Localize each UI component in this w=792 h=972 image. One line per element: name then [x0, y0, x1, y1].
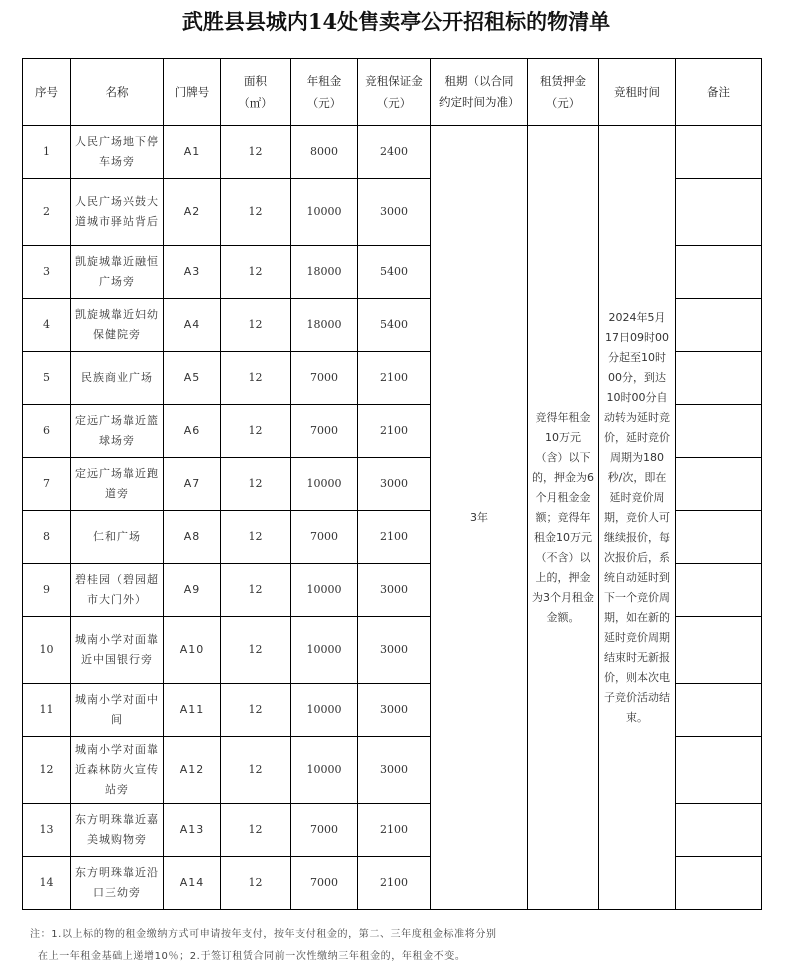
- cell-bond: 3000: [358, 564, 431, 617]
- cell-remark: [676, 511, 762, 564]
- header-deposit: 租赁押金（元）: [528, 59, 599, 126]
- header-area: 面积（㎡）: [221, 59, 291, 126]
- cell-area: 12: [221, 405, 291, 458]
- cell-bond: 5400: [358, 246, 431, 299]
- cell-name: 凯旋城靠近妇幼保健院旁: [71, 299, 164, 352]
- header-term: 租期（以合同约定时间为准）: [431, 59, 528, 126]
- header-remark: 备注: [676, 59, 762, 126]
- cell-door: A3: [164, 246, 221, 299]
- cell-area: 12: [221, 458, 291, 511]
- cell-remark: [676, 564, 762, 617]
- cell-rent: 10000: [291, 684, 358, 737]
- cell-name: 定远广场靠近篮球场旁: [71, 405, 164, 458]
- cell-remark: [676, 857, 762, 910]
- cell-seq: 12: [23, 737, 71, 804]
- cell-remark: [676, 458, 762, 511]
- header-bond: 竞租保证金（元）: [358, 59, 431, 126]
- cell-rent: 7000: [291, 511, 358, 564]
- cell-door: A11: [164, 684, 221, 737]
- cell-rent: 8000: [291, 126, 358, 179]
- header-row: [23, 59, 762, 126]
- cell-bond: 3000: [358, 179, 431, 246]
- cell-name: 人民广场地下停车场旁: [71, 126, 164, 179]
- cell-seq: 10: [23, 617, 71, 684]
- cell-remark: [676, 684, 762, 737]
- cell-door: A5: [164, 352, 221, 405]
- cell-remark: [676, 299, 762, 352]
- cell-door: A6: [164, 405, 221, 458]
- cell-door: A10: [164, 617, 221, 684]
- cell-bond: 2100: [358, 352, 431, 405]
- cell-name: 城南小学对面靠近中国银行旁: [71, 617, 164, 684]
- cell-seq: 11: [23, 684, 71, 737]
- cell-remark: [676, 126, 762, 179]
- cell-door: A14: [164, 857, 221, 910]
- cell-rent: 10000: [291, 617, 358, 684]
- cell-bid-time-merged: 2024年5月17日09时00分起至10时00分，到达10时00分自动转为延时竞价，延时竞价周期为180秒/次，即在延时竞价周期，竞价人可继续报价，每次报价后，系统自动延时到下一个竞价周期，如在新的延时竞价周期结束时无新报价，则本次电子竞价活动结束。: [599, 126, 676, 910]
- header-seq: 序号: [23, 59, 71, 126]
- cell-rent: 7000: [291, 352, 358, 405]
- cell-rent: 10000: [291, 737, 358, 804]
- cell-name: 东方明珠靠近嘉美城购物旁: [71, 804, 164, 857]
- header-rent: 年租金（元）: [291, 59, 358, 126]
- cell-area: 12: [221, 857, 291, 910]
- cell-remark: [676, 617, 762, 684]
- cell-door: A1: [164, 126, 221, 179]
- header-bid-time: 竞租时间: [599, 59, 676, 126]
- cell-door: A12: [164, 737, 221, 804]
- cell-seq: 9: [23, 564, 71, 617]
- cell-area: 12: [221, 352, 291, 405]
- footnote-line-2: 在上一年租金基础上递增10％；2.于签订租赁合同前一次性缴纳三年租金的，年租金不变。: [38, 951, 466, 962]
- cell-area: 12: [221, 684, 291, 737]
- cell-seq: 13: [23, 804, 71, 857]
- cell-remark: [676, 246, 762, 299]
- cell-rent: 10000: [291, 458, 358, 511]
- cell-name: 东方明珠靠近沿口三幼旁: [71, 857, 164, 910]
- header-door: 门牌号: [164, 59, 221, 126]
- cell-door: A9: [164, 564, 221, 617]
- footnote-line-1: 注：1.以上标的物的租金缴纳方式可申请按年支付，按年支付租金的，第二、三年度租金标准将分别: [30, 929, 497, 940]
- cell-remark: [676, 804, 762, 857]
- cell-bond: 2100: [358, 405, 431, 458]
- cell-area: 12: [221, 737, 291, 804]
- cell-seq: 1: [23, 126, 71, 179]
- cell-door: A2: [164, 179, 221, 246]
- cell-bond: 3000: [358, 684, 431, 737]
- cell-name: 碧桂园（碧园超市大门外）: [71, 564, 164, 617]
- cell-rent: 7000: [291, 405, 358, 458]
- cell-deposit-merged: 竞得年租金10万元（含）以下的，押金为6个月租金金额；竞得年租金10万元（不含）以上的，押金为3个月租金金额。: [528, 126, 599, 910]
- cell-door: A13: [164, 804, 221, 857]
- cell-name: 仁和广场: [71, 511, 164, 564]
- cell-name: 人民广场兴鼓大道城市驿站背后: [71, 179, 164, 246]
- cell-rent: 10000: [291, 179, 358, 246]
- cell-bond: 3000: [358, 458, 431, 511]
- header-name: 名称: [71, 59, 164, 126]
- cell-seq: 6: [23, 405, 71, 458]
- cell-rent: 18000: [291, 246, 358, 299]
- cell-area: 12: [221, 564, 291, 617]
- cell-area: 12: [221, 617, 291, 684]
- cell-remark: [676, 405, 762, 458]
- cell-seq: 4: [23, 299, 71, 352]
- cell-name: 民族商业广场: [71, 352, 164, 405]
- cell-area: 12: [221, 246, 291, 299]
- cell-bond: 5400: [358, 299, 431, 352]
- cell-door: A7: [164, 458, 221, 511]
- cell-seq: 3: [23, 246, 71, 299]
- cell-seq: 7: [23, 458, 71, 511]
- cell-bond: 2100: [358, 511, 431, 564]
- cell-term-merged: 3年: [431, 126, 528, 910]
- cell-seq: 8: [23, 511, 71, 564]
- cell-rent: 7000: [291, 804, 358, 857]
- cell-seq: 5: [23, 352, 71, 405]
- cell-seq: 14: [23, 857, 71, 910]
- cell-name: 定远广场靠近跑道旁: [71, 458, 164, 511]
- cell-bond: 2100: [358, 857, 431, 910]
- page-title: 武胜县县城内14处售卖亭公开招租标的物清单: [181, 9, 611, 34]
- cell-name: 凯旋城靠近融恒广场旁: [71, 246, 164, 299]
- cell-remark: [676, 737, 762, 804]
- cell-bond: 2400: [358, 126, 431, 179]
- cell-area: 12: [221, 511, 291, 564]
- cell-remark: [676, 179, 762, 246]
- cell-rent: 18000: [291, 299, 358, 352]
- listing-table: [22, 58, 762, 910]
- table-row: [23, 126, 762, 179]
- cell-remark: [676, 352, 762, 405]
- cell-door: A4: [164, 299, 221, 352]
- cell-rent: 7000: [291, 857, 358, 910]
- cell-area: 12: [221, 126, 291, 179]
- cell-area: 12: [221, 179, 291, 246]
- cell-bond: 3000: [358, 737, 431, 804]
- cell-door: A8: [164, 511, 221, 564]
- cell-bond: 3000: [358, 617, 431, 684]
- cell-seq: 2: [23, 179, 71, 246]
- cell-name: 城南小学对面靠近森林防火宣传站旁: [71, 737, 164, 804]
- cell-bond: 2100: [358, 804, 431, 857]
- cell-name: 城南小学对面中间: [71, 684, 164, 737]
- cell-area: 12: [221, 299, 291, 352]
- footnote: [30, 924, 770, 968]
- cell-area: 12: [221, 804, 291, 857]
- cell-rent: 10000: [291, 564, 358, 617]
